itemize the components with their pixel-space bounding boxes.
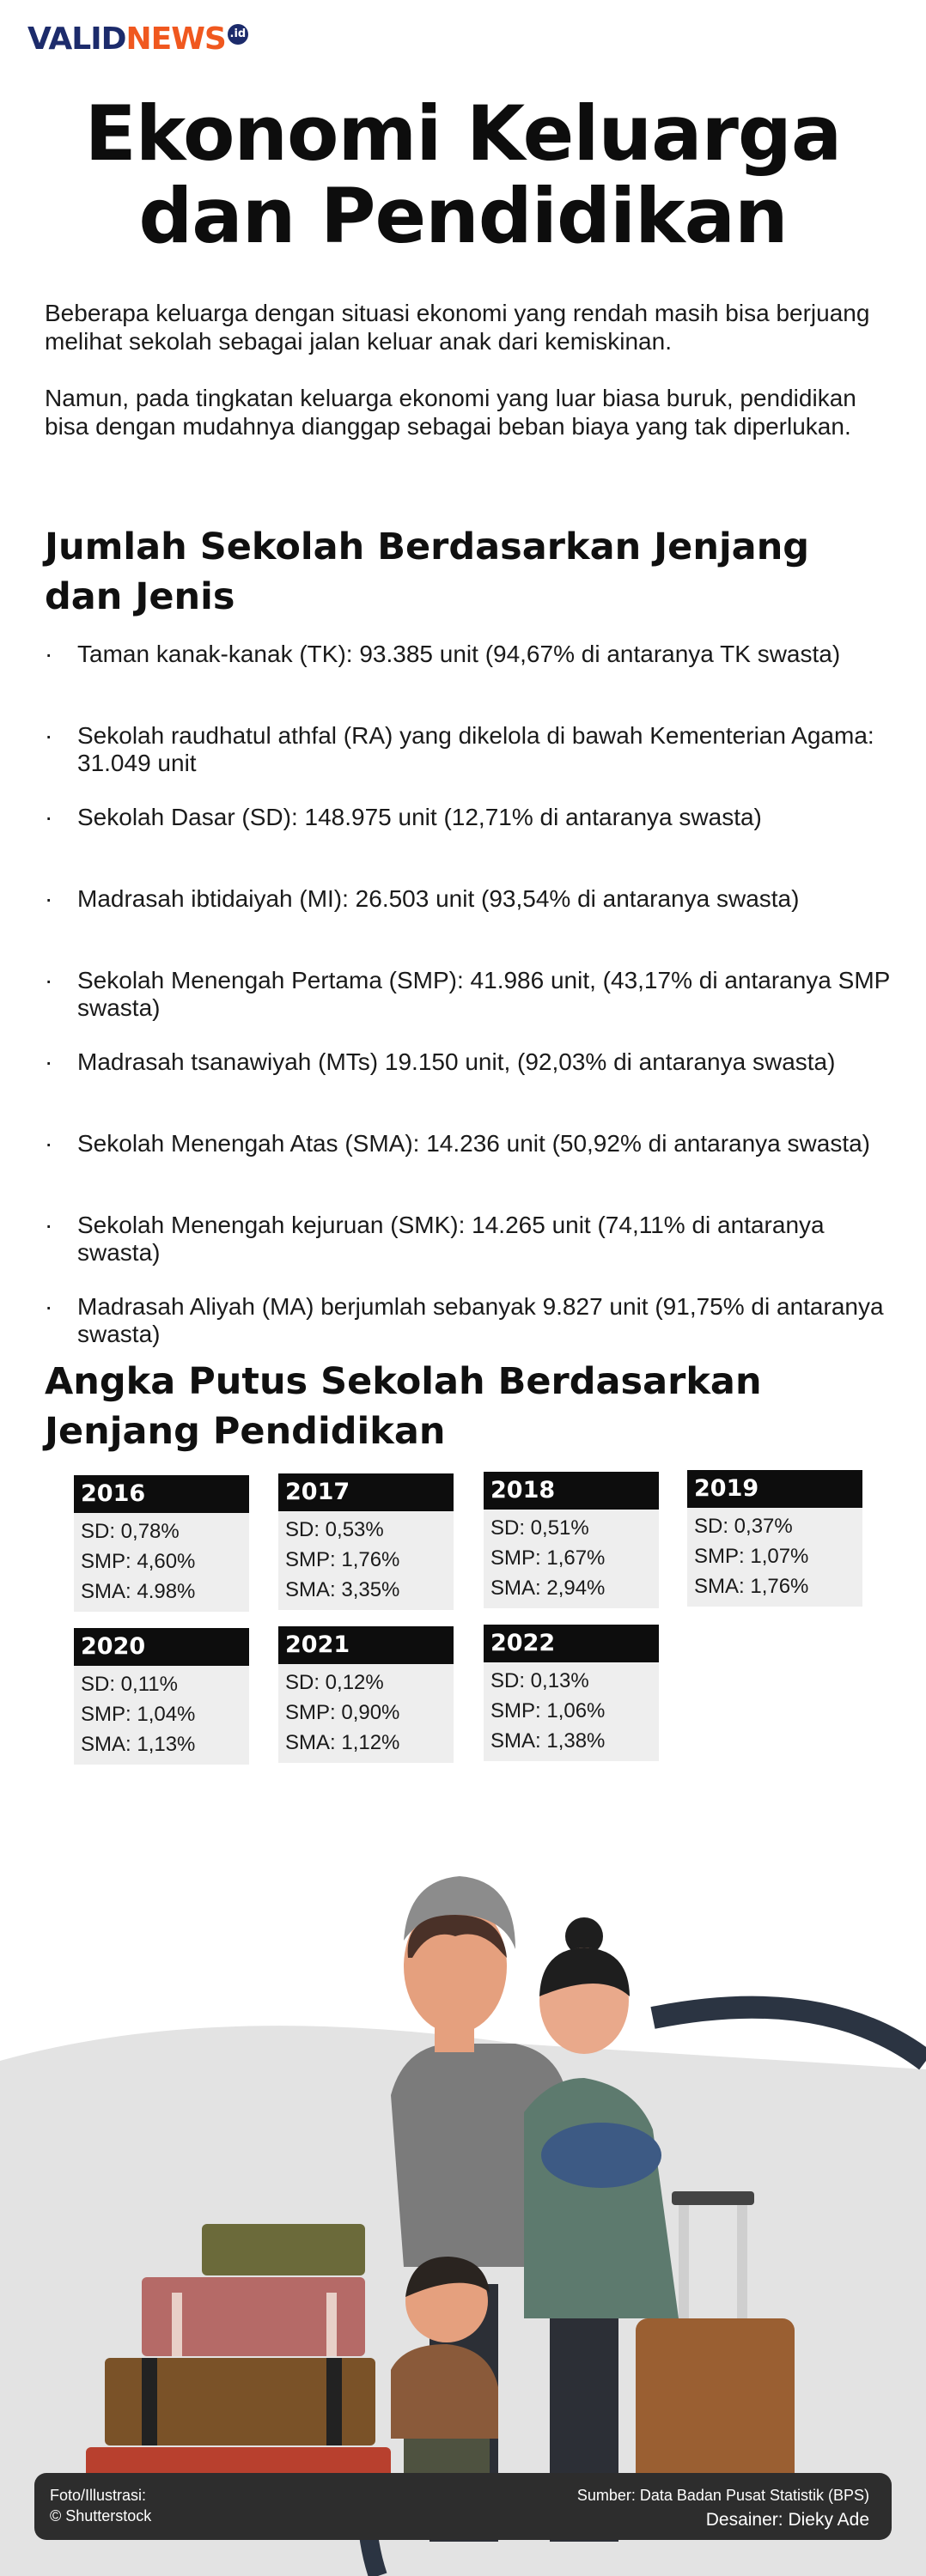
credit-label: Foto/Illustrasi:: [50, 2487, 147, 2504]
photo-credit: [50, 2485, 151, 2526]
sma-rate: SMA: 1,13%: [81, 1733, 196, 1756]
intro-paragraph-1: Beberapa keluarga dengan situasi ekonomi yang rendah masih bisa berjuang melihat sekolah sebagai jalan keluar anak dari kemiskinan.: [45, 300, 870, 355]
sma-rate: SMA: 1,38%: [490, 1729, 606, 1753]
intro-text: [45, 299, 895, 469]
list-item: · Sekolah Menengah Atas (SMA): 14.236 unit (50,92% di antaranya swasta): [45, 1130, 895, 1212]
list-item: · Sekolah Dasar (SD): 148.975 unit (12,71% di antaranya swasta): [45, 804, 895, 885]
list-item: · Madrasah ibtidaiyah (MI): 26.503 unit (93,54% di antaranya swasta): [45, 885, 895, 967]
sd-rate: SD: 0,37%: [694, 1515, 793, 1538]
smp-rate: SMP: 4,60%: [81, 1550, 196, 1573]
year-label: 2018: [484, 1472, 659, 1510]
background-arc: [653, 2008, 926, 2061]
small-case: [202, 2224, 365, 2275]
sd-rate: SD: 0,78%: [81, 1520, 180, 1543]
list-item: · Madrasah Aliyah (MA) berjumlah sebanyak 9.827 unit (91,75% di antaranya swasta): [45, 1293, 895, 1375]
brand-name-news: NEWS: [125, 21, 226, 57]
child-figure: [391, 2257, 498, 2499]
year-card-2020: [74, 1628, 249, 1765]
sma-rate: SMA: 1,12%: [285, 1731, 400, 1754]
year-label: 2020: [74, 1628, 249, 1666]
smp-rate: SMP: 1,76%: [285, 1548, 400, 1571]
sd-rate: SD: 0,13%: [490, 1669, 589, 1692]
list-item: · Madrasah tsanawiyah (MTs) 19.150 unit, (92,03% di antaranya swasta): [45, 1048, 895, 1130]
year-label: 2021: [278, 1626, 454, 1664]
year-label: 2016: [74, 1475, 249, 1513]
sma-rate: SMA: 3,35%: [285, 1578, 400, 1601]
schools-list: [45, 641, 895, 1375]
family-illustration: [0, 1786, 926, 2576]
year-card-2018: [484, 1472, 659, 1608]
sd-rate: SD: 0,53%: [285, 1518, 384, 1541]
child-shirt: [391, 2344, 498, 2439]
page-title-line1: Ekonomi Keluarga: [84, 89, 842, 178]
data-source: Sumber: Data Badan Pusat Statistik (BPS): [576, 2487, 869, 2504]
list-item: · Taman kanak-kanak (TK): 93.385 unit (94,67% di antaranya TK swasta): [45, 641, 895, 722]
year-card-2017: [278, 1473, 454, 1610]
schools-section-title: Jumlah Sekolah Berdasarkan Jenjang dan Jenis: [45, 526, 810, 618]
year-label: 2019: [687, 1470, 862, 1508]
sma-rate: SMA: 1,76%: [694, 1575, 809, 1598]
page-title-line2: dan Pendidikan: [138, 172, 788, 260]
baby-bundle: [541, 2123, 661, 2188]
list-item: · Sekolah raudhatul athfal (RA) yang dikelola di bawah Kementerian Agama: 31.049 unit: [45, 722, 895, 804]
sd-rate: SD: 0,12%: [285, 1671, 384, 1694]
year-label: 2022: [484, 1625, 659, 1662]
page-title: [0, 89, 926, 260]
credit-source: © Shutterstock: [50, 2507, 152, 2524]
year-card-2022: [484, 1625, 659, 1761]
year-card-2021: [278, 1626, 454, 1763]
brand-suffix: .id: [228, 24, 248, 45]
designer-credit: Desainer: Dieky Ade: [705, 2510, 869, 2530]
brand-logo: [27, 21, 248, 57]
year-label: 2017: [278, 1473, 454, 1511]
year-card-2019: [687, 1470, 862, 1607]
smp-rate: SMP: 1,06%: [490, 1699, 606, 1722]
sd-rate: SD: 0,11%: [81, 1673, 178, 1696]
list-item: · Sekolah Menengah Pertama (SMP): 41.986 unit, (43,17% di antaranya SMP swasta): [45, 967, 895, 1048]
smp-rate: SMP: 1,04%: [81, 1703, 196, 1726]
sma-rate: SMA: 2,94%: [490, 1577, 606, 1600]
sd-rate: SD: 0,51%: [490, 1516, 589, 1540]
brand-name-valid: VALID: [27, 21, 126, 57]
smp-rate: SMP: 0,90%: [285, 1701, 400, 1724]
dropout-section-title: Angka Putus Sekolah Berdasarkan Jenjang Pendidikan: [45, 1360, 762, 1453]
smp-rate: SMP: 1,67%: [490, 1546, 606, 1570]
smp-rate: SMP: 1,07%: [694, 1545, 809, 1568]
sma-rate: SMA: 4.98%: [81, 1580, 196, 1603]
intro-paragraph-2: Namun, pada tingkatan keluarga ekonomi yang luar biasa buruk, pendidikan bisa dengan mudahnya dianggap sebagai beban biaya yang tak diperlukan.: [45, 385, 856, 440]
footer-bar: [34, 2473, 892, 2540]
list-item: · Sekolah Menengah kejuruan (SMK): 14.265 unit (74,11% di antaranya swasta): [45, 1212, 895, 1293]
year-card-2016: [74, 1475, 249, 1612]
